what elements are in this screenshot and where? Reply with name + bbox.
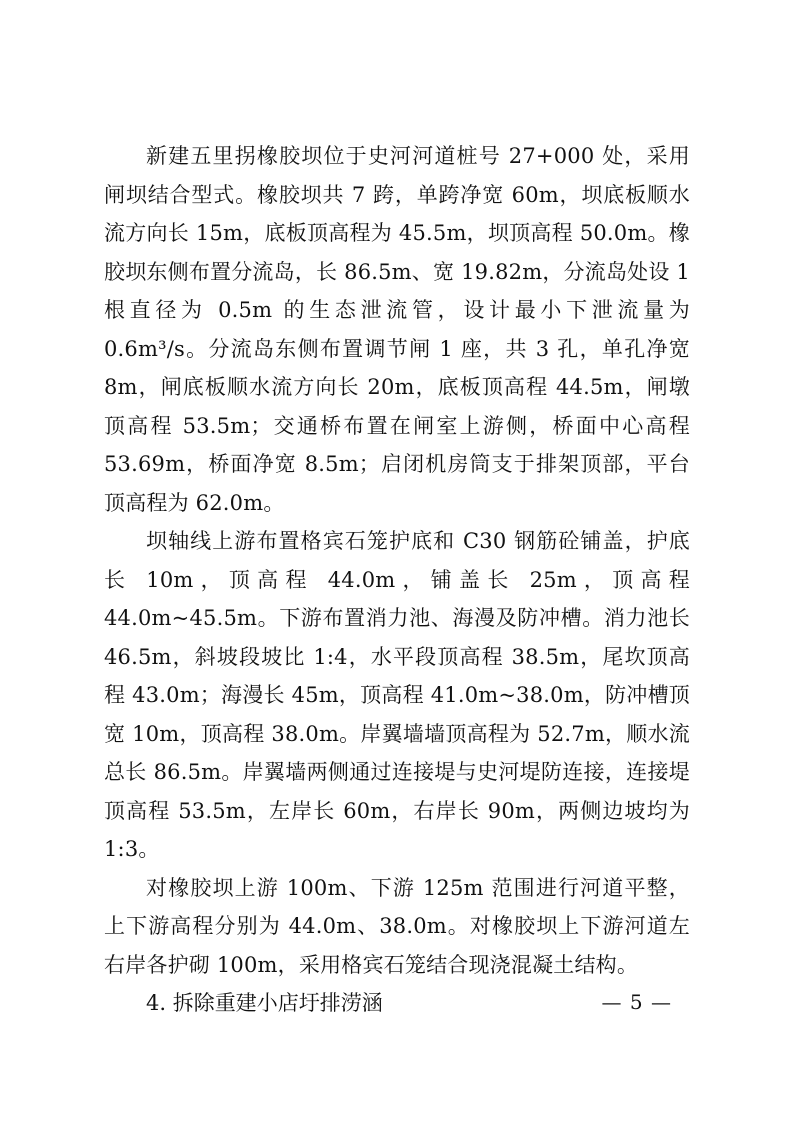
paragraph-dam-axis: 坝轴线上游布置格宾石笼护底和 C30 钢筋砼铺盖，护底长 10m，顶高程 44.0m，铺盖长 25m，顶高程 44.0m~45.5m。下游布置消力池、海漫及防冲槽。消力池长 46.5m，斜坡段坡比 1:4，水平段顶高程 38.5m，尾坎顶高程 43.0m；海漫长 45m，顶高程 41.0m~38.0m，防冲槽顶宽 10m，顶高程 38.0m。岸翼墙墙顶高程为 52.7m，顺水流总长 86.5m。岸翼墙两侧通过连接堤与史河堤防连接，连接堤顶高程 53.5m，左岸长 60m，右岸长 90m，两侧边坡均为 1:3。 xyxy=(104,529,690,861)
paragraph-rubber-dam: 新建五里拐橡胶坝位于史河河道桩号 27+000 处，采用闸坝结合型式。橡胶坝共 7 跨，单跨净宽 60m，坝底板顺水流方向长 15m，底板顶高程为 45.5m，坝顶高程 50.0m。橡胶坝东侧布置分流岛，长 86.5m、宽 19.82m，分流岛处设 1 根直径为 0.5m 的生态泄流管，设计最小下泄流量为 0.6m³/s。分流岛东侧布置调节闸 1 座，共 3 孔，单孔净宽 8m，闸底板顺水流方向长 20m，底板顶高程 44.5m，闸墩顶高程 53.5m；交通桥布置在闸室上游侧，桥面中心高程 53.69m，桥面净宽 8.5m；启闭机房筒支于排架顶部，平台顶高程为 62.0m。 xyxy=(104,144,690,515)
paragraph-river-leveling: 对橡胶坝上游 100m、下游 125m 范围进行河道平整，上下游高程分别为 44.0m、38.0m。对橡胶坝上下游河道左右岸各护砌 100m，采用格宾石笼结合现浇混凝土结构。 xyxy=(104,875,690,977)
section-heading: 4. 拆除重建小店圩排涝涵 xyxy=(146,991,383,1015)
page-number: — 5 — xyxy=(601,990,672,1014)
page-body xyxy=(104,137,690,1023)
